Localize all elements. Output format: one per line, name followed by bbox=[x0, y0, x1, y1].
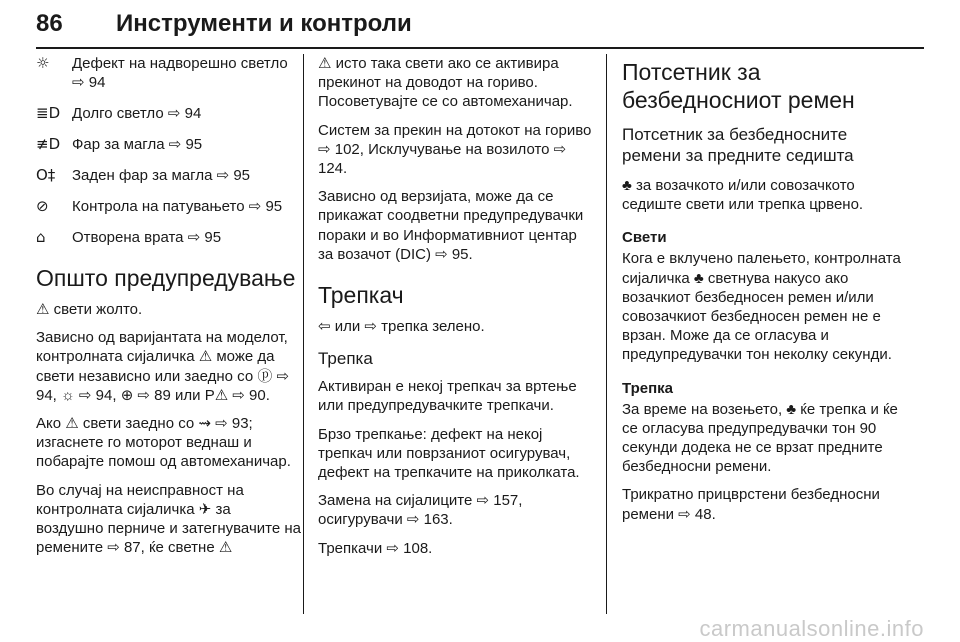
general-warning-heading: Општо предупредување bbox=[36, 265, 296, 291]
paragraph: Зависно од варијантата на моделот, контролната сијаличка ⚠ може да свети независно или заедно со ⓟ ⇨ 94, ☼ ⇨ 94, ⊕ ⇨ 89 или P⚠ ⇨ 90. bbox=[36, 329, 290, 404]
column-3 bbox=[606, 54, 904, 614]
paragraph: Замена на сијалиците ⇨ 157, осигурувачи ⇨ 163. bbox=[318, 492, 523, 529]
paragraph: Систем за прекин на дотокот на гориво ⇨ 102, Исклучување на возилото ⇨ 124. bbox=[318, 121, 592, 178]
lamp-row bbox=[36, 197, 301, 216]
paragraph: Трепкачи ⇨ 108. bbox=[318, 539, 433, 557]
front-seat-reminder-subheading: Потсетник за безбедносните ремени за предните седишта bbox=[622, 125, 854, 165]
lamp-row bbox=[36, 104, 301, 123]
paragraph: Во случај на неисправност на контролната сијаличка ✈ за воздушно перниче и затегнувачите на ремените ⇨ 87, ќе светне ⚠ bbox=[36, 481, 301, 557]
lit-heading: Свети bbox=[622, 229, 667, 247]
seatbelt-reminder-heading: Потсетник за безбедносниот ремен bbox=[622, 59, 855, 113]
rear-fog-light-icon: O‡ bbox=[36, 166, 56, 184]
watermark: carmanualsonline.info bbox=[699, 616, 924, 641]
lamp-row bbox=[36, 166, 301, 185]
column-1 bbox=[36, 54, 301, 614]
lamp-text: Дефект на надворешно светло ⇨ 94 bbox=[72, 55, 288, 91]
paragraph: Ако ⚠ свети заедно со ⇝ ⇨ 93; изгаснете го моторот веднаш и побарајте помош од автомеханичар. bbox=[36, 415, 291, 471]
paragraph: Кога е вклучено палењето, контролната сијаличка ♣ светнува накусо ако возачкиот безбедносен ремен и/или совозачкиот безбедносен ремен не е врзан. Може да се огласува и предупредувачки тон неколку секунди. bbox=[622, 250, 901, 364]
page-number: 86 bbox=[36, 10, 63, 37]
exterior-light-icon: ☼ bbox=[36, 54, 50, 72]
paragraph: ⚠ исто така свети ако се активира прекинот на доводот на гориво. Посоветувајте се со автомеханичар. bbox=[318, 55, 573, 111]
lamp-text: Фар за магла ⇨ 95 bbox=[72, 136, 203, 153]
page-title: Инструменти и контроли bbox=[116, 10, 412, 37]
flash-heading: Трепка bbox=[622, 379, 674, 397]
turn-signal-heading: Трепкач bbox=[318, 282, 404, 309]
paragraph: Активиран е некој трепкач за вртење или предупредувачките трепкачи. bbox=[318, 378, 577, 415]
lamp-text: Контрола на патувањето ⇨ 95 bbox=[72, 198, 283, 215]
page-header bbox=[36, 10, 926, 38]
lamp-row bbox=[36, 228, 301, 247]
column-2 bbox=[303, 54, 593, 614]
lamp-row bbox=[36, 54, 301, 92]
fog-light-icon: ≢D bbox=[36, 135, 61, 153]
lamp-text: Долго светло ⇨ 94 bbox=[72, 105, 202, 122]
paragraph: ♣ за возачкото и/или совозачкото седиште свети или трепка црвено. bbox=[622, 177, 864, 214]
high-beam-icon: ≣D bbox=[36, 104, 61, 122]
header-rule bbox=[36, 47, 924, 49]
door-open-icon: ⌂ bbox=[36, 228, 46, 246]
lamp-text: Отворена врата ⇨ 95 bbox=[72, 229, 222, 246]
lamp-text: Заден фар за магла ⇨ 95 bbox=[72, 167, 251, 184]
paragraph: Брзо трепкање: дефект на некој трепкач или поврзаниот осигурувач, дефект на трепкачите на приколката. bbox=[318, 425, 580, 482]
cruise-control-icon: ⊘ bbox=[36, 197, 49, 215]
paragraph: ⇦ или ⇨ трепка зелено. bbox=[318, 318, 485, 336]
paragraph: Зависно од верзијата, може да се прикажат соодветни предупредувачки пораки и во Информативниот центар за возачот (DIC) ⇨ 95. bbox=[318, 188, 584, 263]
paragraph: За време на возењето, ♣ ќе трепка и ќе се огласува предупредувачки тон 90 секунди додека не се врзат предните безбедносни ремени. bbox=[622, 400, 898, 476]
lamp-row bbox=[36, 135, 301, 154]
paragraph: Трикратно прицврстени безбедносни ремени ⇨ 48. bbox=[622, 486, 880, 523]
paragraph: ⚠ свети жолто. bbox=[36, 301, 143, 318]
blink-heading: Трепка bbox=[318, 349, 373, 369]
